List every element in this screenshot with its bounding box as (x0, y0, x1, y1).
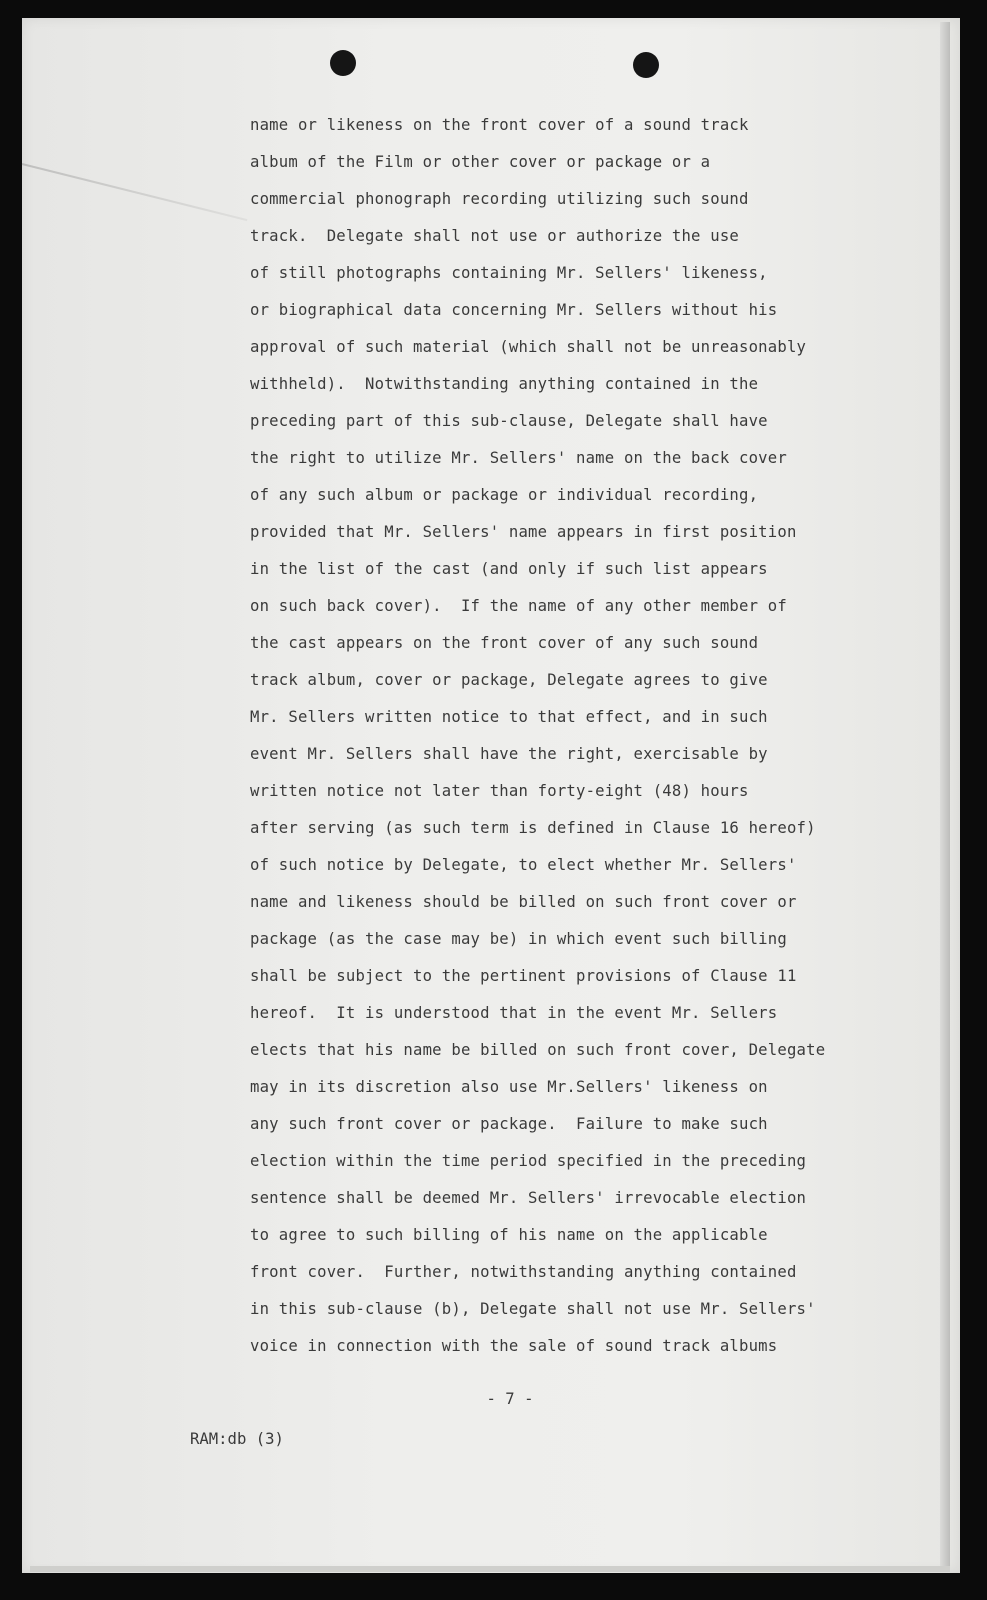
text-line: withheld). Notwithstanding anything contained in the (250, 375, 759, 393)
text-line: of such notice by Delegate, to elect whether Mr. Sellers' (250, 856, 797, 874)
text-line: in the list of the cast (and only if such list appears (250, 560, 768, 578)
text-line: of any such album or package or individual recording, (250, 486, 759, 504)
text-line: track. Delegate shall not use or authorize the use (250, 227, 739, 245)
text-line: on such back cover). If the name of any other member of (250, 597, 787, 615)
text-line: event Mr. Sellers shall have the right, exercisable by (250, 745, 768, 763)
text-line: voice in connection with the sale of sound track albums (250, 1337, 778, 1355)
text-line: shall be subject to the pertinent provisions of Clause 11 (250, 967, 797, 985)
text-line: name and likeness should be billed on such front cover or (250, 893, 797, 911)
page-bottom-edge (30, 1566, 950, 1572)
text-line: approval of such material (which shall not be unreasonably (250, 338, 807, 356)
text-line: after serving (as such term is defined in Clause 16 hereof) (250, 819, 816, 837)
body-text (250, 107, 930, 1365)
text-line: any such front cover or package. Failure to make such (250, 1115, 768, 1133)
text-line: front cover. Further, notwithstanding anything contained (250, 1263, 797, 1281)
typist-reference: RAM:db (3) (190, 1430, 284, 1448)
text-line: preceding part of this sub-clause, Delegate shall have (250, 412, 768, 430)
page-number: - 7 - (486, 1390, 534, 1408)
text-line: written notice not later than forty-eight (48) hours (250, 782, 749, 800)
text-line: in this sub-clause (b), Delegate shall not use Mr. Sellers' (250, 1300, 816, 1318)
punch-hole-left (330, 50, 356, 76)
text-line: commercial phonograph recording utilizing such sound (250, 190, 749, 208)
text-line: album of the Film or other cover or package or a (250, 153, 711, 171)
page-edge (940, 22, 950, 1572)
text-line: track album, cover or package, Delegate agrees to give (250, 671, 768, 689)
text-line: Mr. Sellers written notice to that effect, and in such (250, 708, 768, 726)
text-line: sentence shall be deemed Mr. Sellers' irrevocable election (250, 1189, 807, 1207)
text-line: election within the time period specified in the preceding (250, 1152, 807, 1170)
text-line: of still photographs containing Mr. Sellers' likeness, (250, 264, 768, 282)
text-line: hereof. It is understood that in the event Mr. Sellers (250, 1004, 778, 1022)
text-line: or biographical data concerning Mr. Sellers without his (250, 301, 778, 319)
text-line: to agree to such billing of his name on the applicable (250, 1226, 768, 1244)
text-line: may in its discretion also use Mr.Sellers' likeness on (250, 1078, 768, 1096)
punch-hole-right (633, 52, 659, 78)
text-line: elects that his name be billed on such front cover, Delegate (250, 1041, 826, 1059)
text-line: provided that Mr. Sellers' name appears in first position (250, 523, 797, 541)
text-line: the right to utilize Mr. Sellers' name on the back cover (250, 449, 787, 467)
text-line: package (as the case may be) in which event such billing (250, 930, 787, 948)
text-line: name or likeness on the front cover of a sound track (250, 116, 749, 134)
text-line: the cast appears on the front cover of any such sound (250, 634, 759, 652)
